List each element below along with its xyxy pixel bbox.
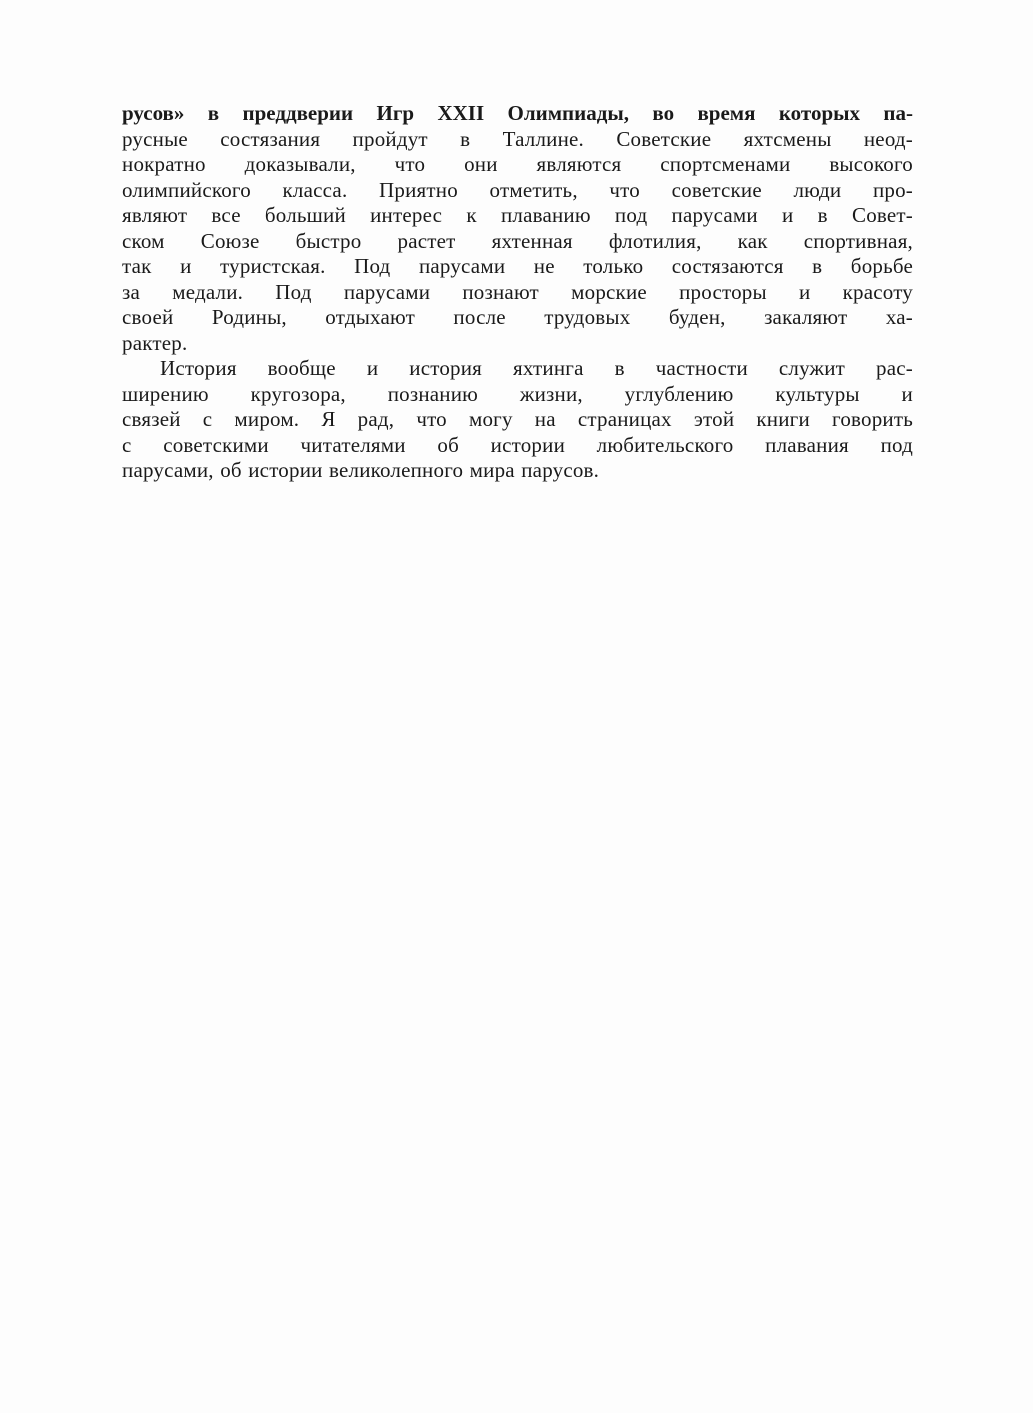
text-line: рактер. [122,330,188,355]
text-line: ширению кругозора, познанию жизни, углублению культуры и [122,381,913,406]
text-line: ском Союзе быстро растет яхтенная флотилия, как спортивная, [122,228,913,253]
text-line: русов» в преддверии Игр XXII Олимпиады, во время которых па- [122,101,913,125]
paragraph-2 [122,356,913,484]
text-line: парусами, об истории великолепного мира парусов. [122,458,600,482]
text-line: своей Родины, отдыхают после трудовых буден, закаляют ха- [122,305,913,329]
text-line: русные состязания пройдут в Таллине. Советские яхтсмены неод- [122,126,913,151]
text-line: связей с миром. Я рад, что могу на страницах этой книги говорить [122,407,913,431]
text-line: за медали. Под парусами познают морские просторы и красоту [122,279,913,304]
text-line: так и туристская. Под парусами не только состязаются в борьбе [122,254,913,278]
text-line: нократно доказывали, что они являются спортсменами высокого [122,152,913,176]
text-line: олимпийского класса. Приятно отметить, что советские люди про- [122,177,913,202]
document-page [122,101,913,484]
text-line: с советскими читателями об истории любительского плавания под [122,432,913,457]
paragraph-1 [122,101,913,356]
text-line: являют все больший интерес к плаванию под парусами и в Совет- [122,203,913,227]
text-line: История вообще и история яхтинга в частности служит рас- [160,356,913,380]
